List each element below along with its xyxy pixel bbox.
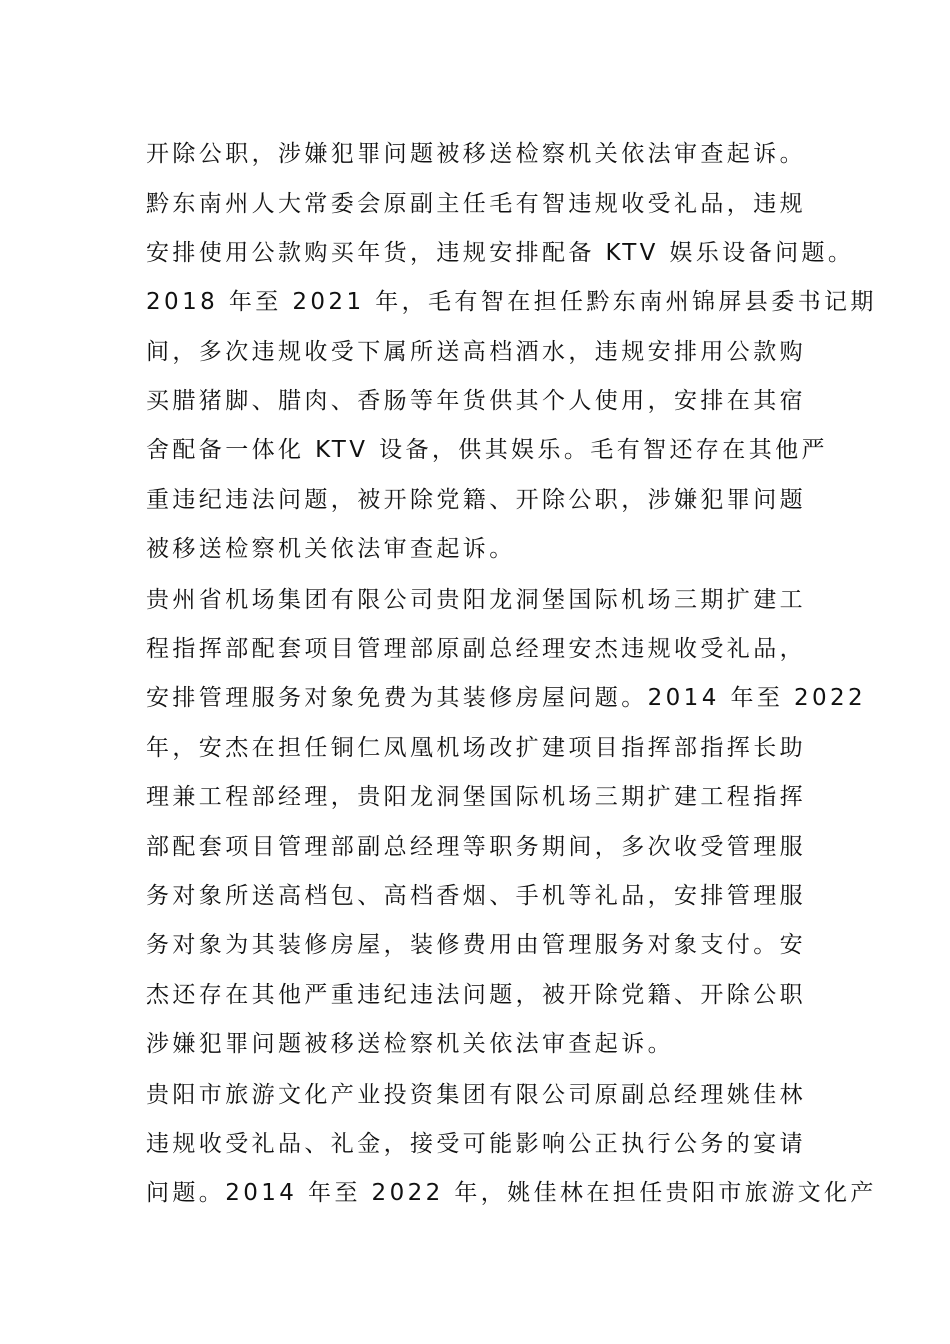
text-line: 问题。2014 年至 2022 年，姚佳林在担任贵阳市旅游文化产 bbox=[146, 1180, 877, 1206]
text-line: 买腊猪脚、腊肉、香肠等年货供其个人使用，安排在其宿 bbox=[146, 388, 806, 414]
text-line: 年，安杰在担任铜仁凤凰机场改扩建项目指挥部指挥长助 bbox=[146, 735, 806, 761]
text-line: 涉嫌犯罪问题被移送检察机关依法审查起诉。 bbox=[146, 1031, 674, 1057]
text-line: 违规收受礼品、礼金，接受可能影响公正执行公务的宴请 bbox=[146, 1131, 806, 1157]
text-line: 杰还存在其他严重违纪违法问题，被开除党籍、开除公职 bbox=[146, 982, 806, 1008]
text-line: 务对象为其装修房屋，装修费用由管理服务对象支付。安 bbox=[146, 932, 806, 958]
text-line: 舍配备一体化 KTV 设备，供其娱乐。毛有智还存在其他严 bbox=[146, 437, 828, 463]
text-line: 部配套项目管理部副总经理等职务期间，多次收受管理服 bbox=[146, 834, 806, 860]
text-line: 黔东南州人大常委会原副主任毛有智违规收受礼品，违规 bbox=[146, 191, 806, 217]
text-line: 安排管理服务对象免费为其装修房屋问题。2014 年至 2022 bbox=[146, 685, 867, 711]
text-line: 被移送检察机关依法审查起诉。 bbox=[146, 536, 516, 562]
text-line: 间，多次违规收受下属所送高档酒水，违规安排用公款购 bbox=[146, 339, 806, 365]
text-line: 安排使用公款购买年货，违规安排配备 KTV 娱乐设备问题。 bbox=[146, 240, 855, 266]
text-line: 贵阳市旅游文化产业投资集团有限公司原副总经理姚佳林 bbox=[146, 1082, 806, 1108]
text-line: 重违纪违法问题，被开除党籍、开除公职，涉嫌犯罪问题 bbox=[146, 487, 806, 513]
text-line: 贵州省机场集团有限公司贵阳龙洞堡国际机场三期扩建工 bbox=[146, 587, 806, 613]
text-line: 2018 年至 2021 年，毛有智在担任黔东南州锦屏县委书记期 bbox=[146, 289, 877, 315]
text-line: 务对象所送高档包、高档香烟、手机等礼品，安排管理服 bbox=[146, 883, 806, 909]
text-line: 理兼工程部经理，贵阳龙洞堡国际机场三期扩建工程指挥 bbox=[146, 784, 806, 810]
text-line: 程指挥部配套项目管理部原副总经理安杰违规收受礼品， bbox=[146, 636, 806, 662]
text-line: 开除公职，涉嫌犯罪问题被移送检察机关依法审查起诉。 bbox=[146, 141, 806, 167]
